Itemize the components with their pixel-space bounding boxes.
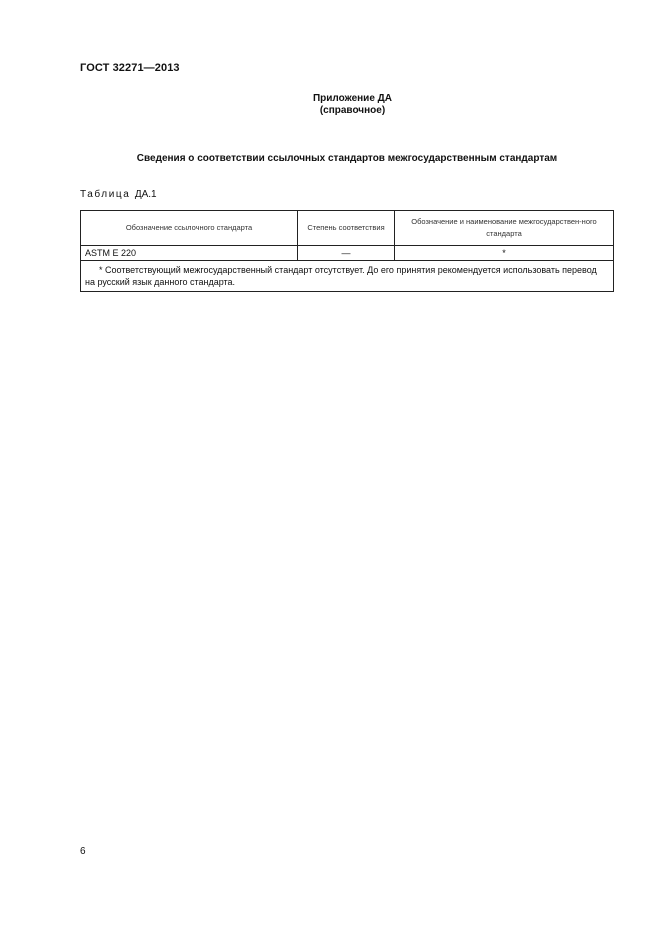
table-footnote-row	[81, 261, 614, 292]
standard-code: ГОСТ 32271—2013	[80, 62, 180, 74]
table-caption	[80, 189, 157, 200]
appendix-subtitle: (справочное)	[319, 105, 386, 116]
column-header-interstate-standard: Обозначение и наименование межгосударствен-ного стандарта	[395, 211, 614, 246]
table-header-row	[81, 211, 614, 246]
table-caption-prefix: Таблица	[80, 189, 131, 200]
appendix-title: Приложение ДА	[312, 93, 393, 104]
column-header-degree: Степень соответствия	[298, 211, 395, 246]
section-heading: Сведения о соответствии ссылочных стандартов межгосударственным стандартам	[136, 153, 558, 164]
table-footnote: * Соответствующий межгосударственный стандарт отсутствует. До его принятия рекомендуется использовать перевод на русский язык данного стандарта.	[81, 261, 614, 292]
column-header-reference-standard: Обозначение ссылочного стандарта	[81, 211, 298, 246]
table-row	[81, 246, 614, 261]
cell-reference-standard: ASTM E 220	[81, 246, 298, 261]
cell-interstate-standard: *	[395, 246, 614, 261]
reference-standards-table	[80, 210, 614, 292]
table-caption-number: ДА.1	[134, 189, 157, 200]
page-number: 6	[80, 846, 86, 857]
cell-degree: —	[298, 246, 395, 261]
